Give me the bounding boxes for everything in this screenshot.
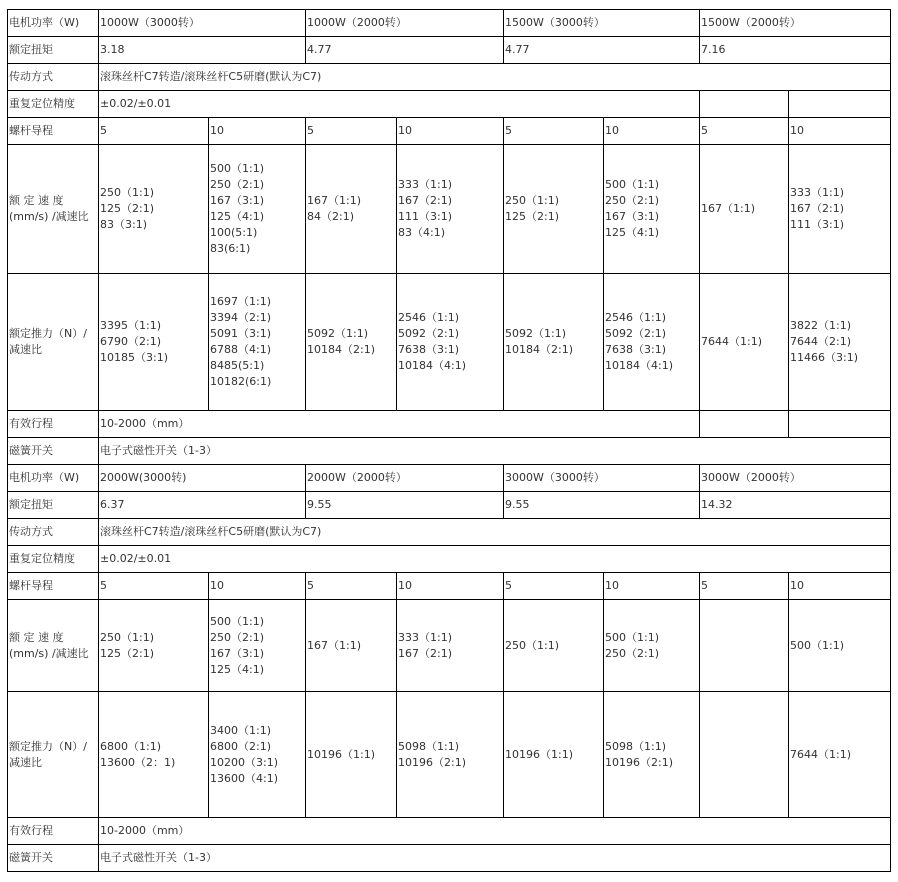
power-cell: 2000W(3000转)	[99, 465, 306, 492]
speed-cell	[700, 600, 789, 692]
lead-cell: 10	[209, 573, 306, 600]
thrust-cell	[397, 274, 504, 411]
value-line: 167（2:1)	[398, 646, 452, 660]
speed-cell	[397, 145, 504, 274]
value-line: 3400（1:1)	[210, 723, 271, 737]
switch-label: 磁簧开关	[8, 438, 99, 465]
row-power-1	[8, 10, 891, 37]
value-line: 10182(6:1)	[210, 375, 272, 388]
power-cell: 3000W（2000转）	[700, 465, 891, 492]
repeat-label: 重复定位精度	[8, 546, 99, 573]
speed-label-line: 额 定 速 度	[9, 194, 64, 207]
value-line: 11466（3:1)	[790, 351, 858, 364]
thrust-cell	[306, 692, 397, 818]
value-line: 13600（2：1)	[100, 755, 176, 769]
value-line: 167（3:1)	[210, 194, 264, 207]
stroke-value: 10-2000（mm）	[99, 411, 700, 438]
value-line: 167（1:1)	[307, 638, 361, 652]
power-label: 电机功率（W)	[8, 465, 99, 492]
speed-cell	[789, 145, 891, 274]
value-line: 10184（4:1)	[398, 359, 466, 372]
speed-cell	[504, 600, 604, 692]
value-line: 10184（4:1)	[605, 359, 673, 372]
value-line: 8485(5:1)	[210, 359, 265, 372]
row-torque-2	[8, 492, 891, 519]
value-line: 125（2:1)	[100, 202, 154, 215]
row-repeat-2	[8, 546, 891, 573]
value-line: 83（3:1)	[100, 218, 147, 231]
switch-label: 磁簧开关	[8, 845, 99, 872]
value-line: 500（1:1)	[605, 178, 659, 191]
row-speed-2	[8, 600, 891, 692]
value-line: 1697（1:1)	[210, 295, 271, 308]
thrust-cell	[700, 274, 789, 411]
power-label: 电机功率（W)	[8, 10, 99, 37]
speed-cell	[209, 145, 306, 274]
speed-cell	[99, 145, 209, 274]
thrust-cell	[504, 692, 604, 818]
value-line: 10196（1:1)	[307, 747, 375, 761]
thrust-label-line: 额定推力（N）/	[9, 327, 87, 340]
thrust-cell	[209, 274, 306, 411]
value-line: 111（3:1)	[790, 218, 844, 231]
value-line: 5092（2:1)	[605, 327, 666, 340]
empty-cell	[700, 91, 789, 118]
row-switch-2	[8, 845, 891, 872]
value-line: 6788（4:1)	[210, 343, 271, 356]
repeat-value: ±0.02/±0.01	[99, 91, 700, 118]
thrust-cell	[789, 692, 891, 818]
lead-cell: 10	[397, 118, 504, 145]
value-line: 3822（1:1)	[790, 319, 851, 332]
value-line: 125（4:1)	[210, 662, 264, 676]
speed-cell	[700, 145, 789, 274]
torque-cell: 4.77	[306, 37, 504, 64]
drive-value: 滚珠丝杆C7转造/滚珠丝杆C5研磨(默认为C7)	[99, 519, 891, 546]
stroke-value: 10-2000（mm）	[99, 818, 891, 845]
speed-cell	[604, 145, 700, 274]
value-line: 250（2:1)	[210, 178, 264, 191]
power-cell: 2000W（2000转）	[306, 465, 504, 492]
value-line: 5091（3:1)	[210, 327, 271, 340]
lead-cell: 5	[306, 573, 397, 600]
thrust-cell	[789, 274, 891, 411]
value-line: 10185（3:1)	[100, 351, 168, 364]
stroke-label: 有效行程	[8, 818, 99, 845]
thrust-label-line: 减速比	[9, 343, 42, 356]
speed-cell	[306, 145, 397, 274]
value-line: 250（2:1)	[605, 194, 659, 207]
value-line: 500（1:1)	[605, 630, 659, 644]
value-line: 333（1:1)	[790, 186, 844, 199]
speed-cell	[397, 600, 504, 692]
torque-cell: 9.55	[306, 492, 504, 519]
speed-cell	[306, 600, 397, 692]
value-line: 84（2:1)	[307, 210, 354, 223]
power-cell: 3000W（3000转）	[504, 465, 700, 492]
value-line: 2546（1:1)	[398, 311, 459, 324]
value-line: 7644（2:1)	[790, 335, 851, 348]
thrust-cell	[604, 274, 700, 411]
value-line: 167（1:1)	[701, 202, 755, 215]
thrust-label	[8, 274, 99, 411]
thrust-cell	[397, 692, 504, 818]
speed-label	[8, 145, 99, 274]
repeat-value: ±0.02/±0.01	[99, 546, 891, 573]
value-line: 5092（1:1)	[307, 327, 368, 340]
torque-cell: 3.18	[99, 37, 306, 64]
value-line: 10200（3:1)	[210, 755, 278, 769]
thrust-label-line: 减速比	[9, 755, 42, 769]
value-line: 6800（2:1)	[210, 739, 271, 753]
lead-cell: 5	[99, 573, 209, 600]
speed-cell	[604, 600, 700, 692]
thrust-cell	[99, 692, 209, 818]
lead-cell: 5	[99, 118, 209, 145]
thrust-cell	[209, 692, 306, 818]
row-thrust-2	[8, 692, 891, 818]
value-line: 7638（3:1)	[605, 343, 666, 356]
drive-label: 传动方式	[8, 519, 99, 546]
empty-cell	[789, 411, 891, 438]
row-power-2	[8, 465, 891, 492]
row-lead-2	[8, 573, 891, 600]
value-line: 7644（1:1)	[790, 747, 851, 761]
thrust-label	[8, 692, 99, 818]
repeat-label: 重复定位精度	[8, 91, 99, 118]
lead-cell: 5	[504, 118, 604, 145]
value-line: 10184（2:1)	[307, 343, 375, 356]
thrust-cell	[604, 692, 700, 818]
lead-cell: 5	[700, 118, 789, 145]
empty-cell	[789, 91, 891, 118]
torque-label: 额定扭矩	[8, 37, 99, 64]
value-line: 250（2:1)	[210, 630, 264, 644]
row-drive-1	[8, 64, 891, 91]
value-line: 125（4:1)	[210, 210, 264, 223]
row-torque-1	[8, 37, 891, 64]
value-line: 10184（2:1)	[505, 343, 573, 356]
row-speed-1	[8, 145, 891, 274]
lead-cell: 10	[789, 573, 891, 600]
thrust-cell	[700, 692, 789, 818]
stroke-label: 有效行程	[8, 411, 99, 438]
value-line: 125（4:1)	[605, 226, 659, 239]
row-thrust-1	[8, 274, 891, 411]
switch-value: 电子式磁性开关（1-3）	[99, 438, 891, 465]
value-line: 5092（2:1)	[398, 327, 459, 340]
lead-cell: 10	[789, 118, 891, 145]
lead-label: 螺杆导程	[8, 573, 99, 600]
power-cell: 1500W（3000转）	[504, 10, 700, 37]
lead-cell: 10	[604, 118, 700, 145]
row-repeat-1	[8, 91, 891, 118]
value-line: 10196（2:1)	[398, 755, 466, 769]
torque-cell: 7.16	[700, 37, 891, 64]
value-line: 83（4:1)	[398, 226, 445, 239]
value-line: 100(5:1)	[210, 226, 258, 239]
value-line: 6800（1:1)	[100, 739, 161, 753]
value-line: 167（3:1)	[605, 210, 659, 223]
value-line: 167（2:1)	[790, 202, 844, 215]
lead-cell: 10	[209, 118, 306, 145]
speed-label-line: (mm/s) /减速比	[9, 646, 89, 660]
value-line: 3395（1:1)	[100, 319, 161, 332]
value-line: 500（1:1)	[210, 614, 264, 628]
value-line: 500（1:1)	[790, 638, 844, 652]
value-line: 250（1:1)	[505, 194, 559, 207]
speed-label	[8, 600, 99, 692]
row-stroke-1	[8, 411, 891, 438]
value-line: 167（3:1)	[210, 646, 264, 660]
value-line: 333（1:1)	[398, 178, 452, 191]
drive-value: 滚珠丝杆C7转造/滚珠丝杆C5研磨(默认为C7)	[99, 64, 891, 91]
value-line: 7644（1:1)	[701, 335, 762, 348]
lead-cell: 5	[504, 573, 604, 600]
row-lead-1	[8, 118, 891, 145]
torque-label: 额定扭矩	[8, 492, 99, 519]
drive-label: 传动方式	[8, 64, 99, 91]
lead-cell: 5	[306, 118, 397, 145]
value-line: 333（1:1)	[398, 630, 452, 644]
lead-cell: 10	[397, 573, 504, 600]
torque-cell: 14.32	[700, 492, 891, 519]
value-line: 2546（1:1)	[605, 311, 666, 324]
thrust-cell	[99, 274, 209, 411]
power-cell: 1000W（2000转）	[306, 10, 504, 37]
value-line: 5098（1:1)	[605, 739, 666, 753]
speed-cell	[209, 600, 306, 692]
lead-cell: 10	[604, 573, 700, 600]
thrust-cell	[306, 274, 397, 411]
switch-value: 电子式磁性开关（1-3）	[99, 845, 891, 872]
value-line: 10196（2:1)	[605, 755, 673, 769]
value-line: 125（2:1)	[100, 646, 154, 660]
value-line: 6790（2:1)	[100, 335, 161, 348]
value-line: 500（1:1)	[210, 162, 264, 175]
speed-cell	[99, 600, 209, 692]
value-line: 125（2:1)	[505, 210, 559, 223]
power-cell: 1500W（2000转）	[700, 10, 891, 37]
value-line: 5092（1:1)	[505, 327, 566, 340]
thrust-cell	[504, 274, 604, 411]
value-line: 250（1:1)	[100, 630, 154, 644]
lead-label: 螺杆导程	[8, 118, 99, 145]
value-line: 3394（2:1)	[210, 311, 271, 324]
speed-label-line: (mm/s) /减速比	[9, 210, 89, 223]
value-line: 250（2:1)	[605, 646, 659, 660]
row-stroke-2	[8, 818, 891, 845]
spec-table	[7, 9, 891, 872]
torque-cell: 4.77	[504, 37, 700, 64]
value-line: 111（3:1)	[398, 210, 452, 223]
value-line: 7638（3:1)	[398, 343, 459, 356]
row-drive-2	[8, 519, 891, 546]
lead-cell: 5	[700, 573, 789, 600]
value-line: 250（1:1)	[505, 638, 559, 652]
power-cell: 1000W（3000转）	[99, 10, 306, 37]
value-line: 167（2:1)	[398, 194, 452, 207]
value-line: 250（1:1)	[100, 186, 154, 199]
speed-cell	[504, 145, 604, 274]
value-line: 13600（4:1)	[210, 771, 278, 785]
torque-cell: 6.37	[99, 492, 306, 519]
value-line: 10196（1:1)	[505, 747, 573, 761]
thrust-label-line: 额定推力（N）/	[9, 739, 87, 753]
torque-cell: 9.55	[504, 492, 700, 519]
value-line: 83(6:1)	[210, 242, 251, 255]
row-switch-1	[8, 438, 891, 465]
empty-cell	[700, 411, 789, 438]
value-line: 167（1:1)	[307, 194, 361, 207]
speed-cell	[789, 600, 891, 692]
value-line: 5098（1:1)	[398, 739, 459, 753]
speed-label-line: 额 定 速 度	[9, 630, 64, 644]
